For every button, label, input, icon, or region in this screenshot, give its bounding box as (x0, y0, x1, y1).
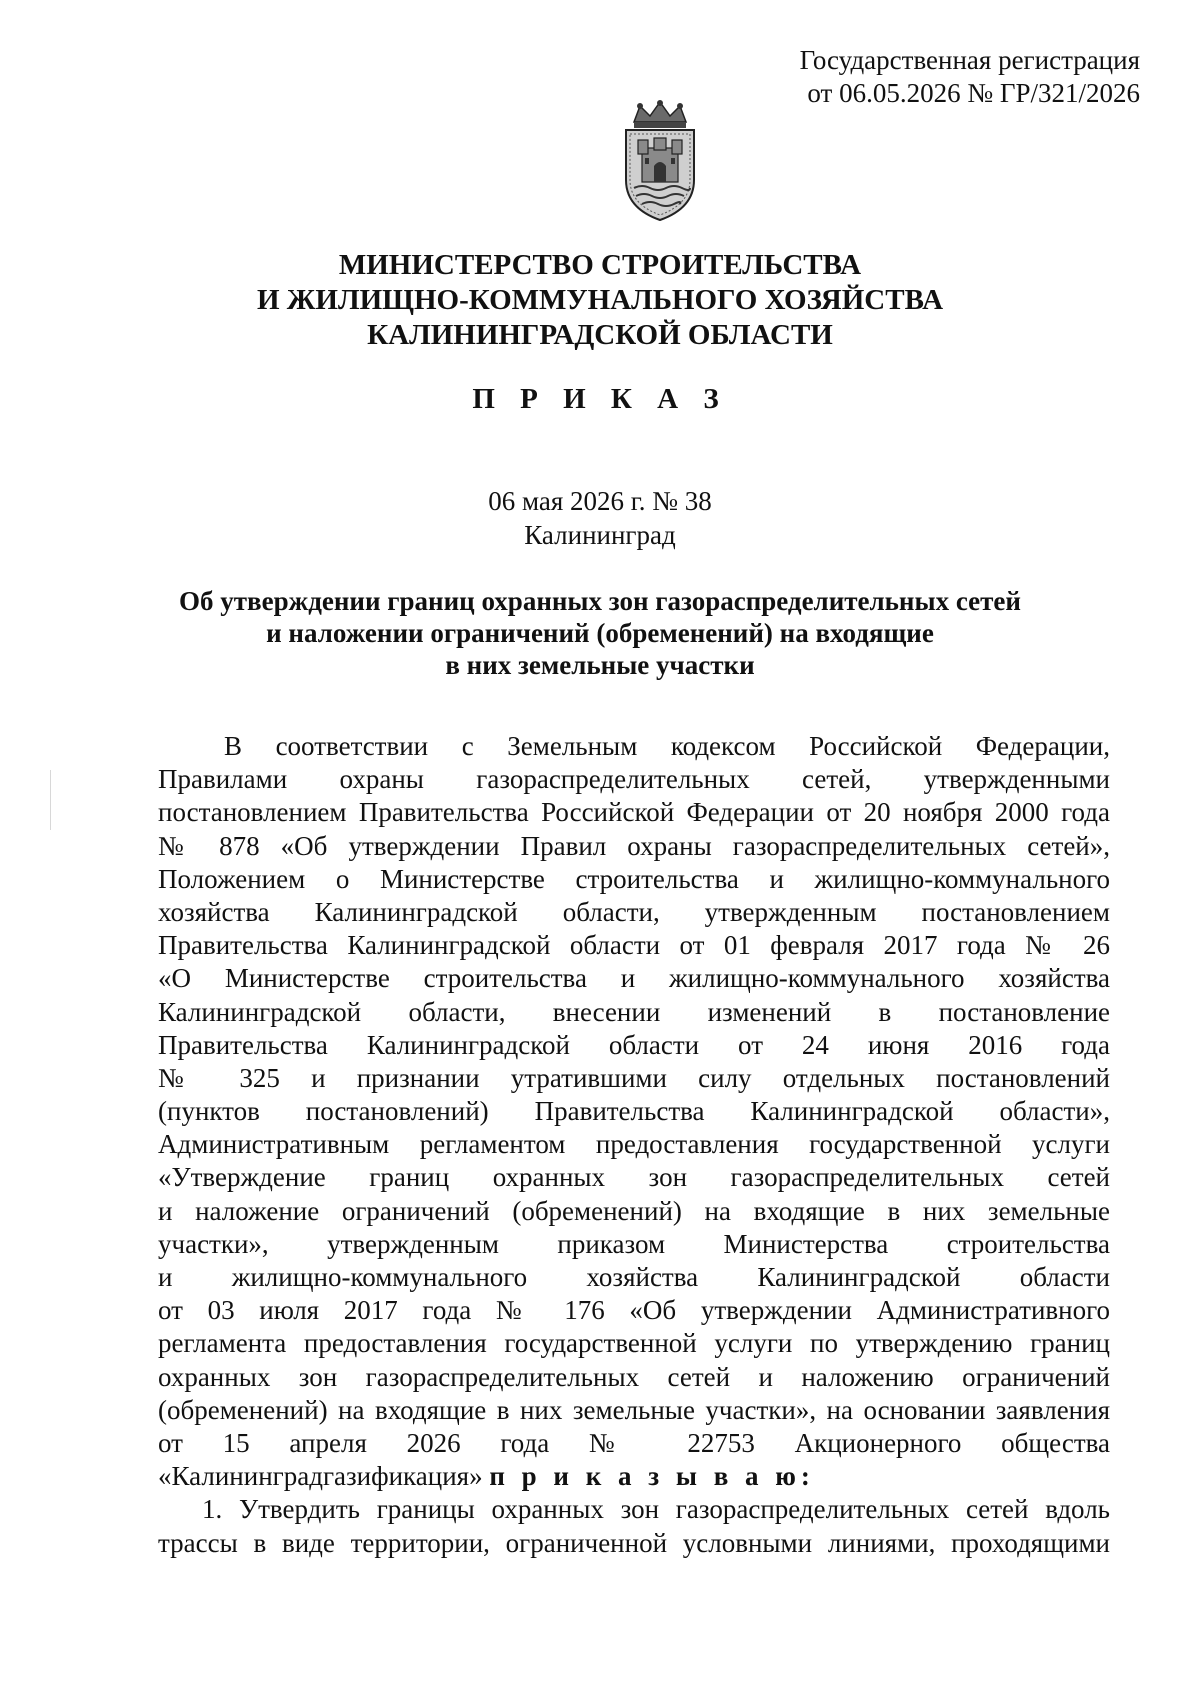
body-line: регламента предоставления государственной услуги по утверждению границ (158, 1328, 1110, 1359)
ministry-line-3: КАЛИНИНГРАДСКОЙ ОБЛАСТИ (367, 319, 833, 351)
applicant-name: «Калининградгазификация» (158, 1461, 483, 1492)
body-line: хозяйства Калининградской области, утвержденным постановлением (158, 896, 1110, 927)
body-line: Правилами охраны газораспределительных сетей, утвержденными (158, 764, 1110, 795)
order-body (158, 730, 1110, 1560)
registration-stamp (720, 44, 1140, 110)
body-line: (пунктов постановлений) Правительства Калининградской области», (158, 1096, 1110, 1127)
body-line: «О Министерстве строительства и жилищно-коммунального хозяйства (158, 963, 1110, 994)
item-1-line-1: 1. Утвердить границы охранных зон газораспределительных сетей вдоль (202, 1494, 1110, 1525)
ministry-line-1: МИНИСТЕРСТВО СТРОИТЕЛЬСТВА (338, 249, 862, 281)
item-1-line-2: трассы в виде территории, ограниченной условными линиями, проходящими (158, 1527, 1110, 1558)
order-title-line-2: и наложении ограничений (обременений) на входящие (266, 618, 934, 648)
order-city: Калининград (524, 520, 676, 550)
body-line: Административным регламентом предоставления государственной услуги (158, 1129, 1110, 1160)
body-line: № 325 и признании утратившими силу отдельных постановлений (158, 1062, 1110, 1093)
scan-artifact (50, 770, 51, 830)
coat-of-arms-icon (612, 100, 708, 224)
body-line: от 15 апреля 2026 года № 22753 Акционерного общества (158, 1427, 1110, 1458)
body-line: Правительства Калининградской области от 01 февраля 2017 года № 26 (158, 930, 1110, 961)
registration-line-2: от 06.05.2026 № ГР/321/2026 (807, 78, 1140, 108)
order-verb: п р и к а з ы в а ю: (489, 1461, 815, 1492)
order-title-line-3: в них земельные участки (445, 650, 755, 680)
body-line: от 03 июля 2017 года № 176 «Об утверждении Административного (158, 1295, 1110, 1326)
ministry-line-2: И ЖИЛИЩНО-КОММУНАЛЬНОГО ХОЗЯЙСТВА (256, 284, 944, 316)
body-line: (обременений) на входящие в них земельные участки», на основании заявления (158, 1394, 1110, 1425)
body-line: В соответствии с Земельным кодексом Российской Федерации, (224, 731, 1110, 761)
body-line: Правительства Калининградской области от 24 июня 2016 года (158, 1029, 1110, 1060)
body-line-order-verb (158, 1460, 1110, 1493)
ministry-name (0, 248, 1200, 353)
registration-line-1: Государственная регистрация (799, 45, 1140, 75)
body-line: Положением о Министерстве строительства и жилищно-коммунального (158, 863, 1110, 894)
body-line: и жилищно-коммунального хозяйства Калининградской области (158, 1262, 1110, 1292)
order-date-number: 06 мая 2026 г. № 38 (488, 486, 712, 516)
date-place-block (0, 484, 1200, 552)
document-type-heading: П Р И К А З (472, 383, 728, 415)
body-line: охранных зон газораспределительных сетей и наложению ограничений (158, 1361, 1110, 1392)
order-title (0, 585, 1200, 681)
body-line: «Утверждение границ охранных зон газораспределительных сетей (158, 1162, 1110, 1193)
body-line: постановлением Правительства Российской Федерации от 20 ноября 2000 года (158, 797, 1110, 828)
body-line: Калининградской области, внесении изменений в постановление (158, 996, 1110, 1027)
body-line: и наложение ограничений (обременений) на входящие в них земельные (158, 1195, 1110, 1226)
order-title-line-1: Об утверждении границ охранных зон газораспределительных сетей (179, 586, 1021, 616)
body-line: участки», утвержденным приказом Министерства строительства (158, 1228, 1110, 1259)
body-line: № 878 «Об утверждении Правил охраны газораспределительных сетей», (158, 830, 1110, 861)
